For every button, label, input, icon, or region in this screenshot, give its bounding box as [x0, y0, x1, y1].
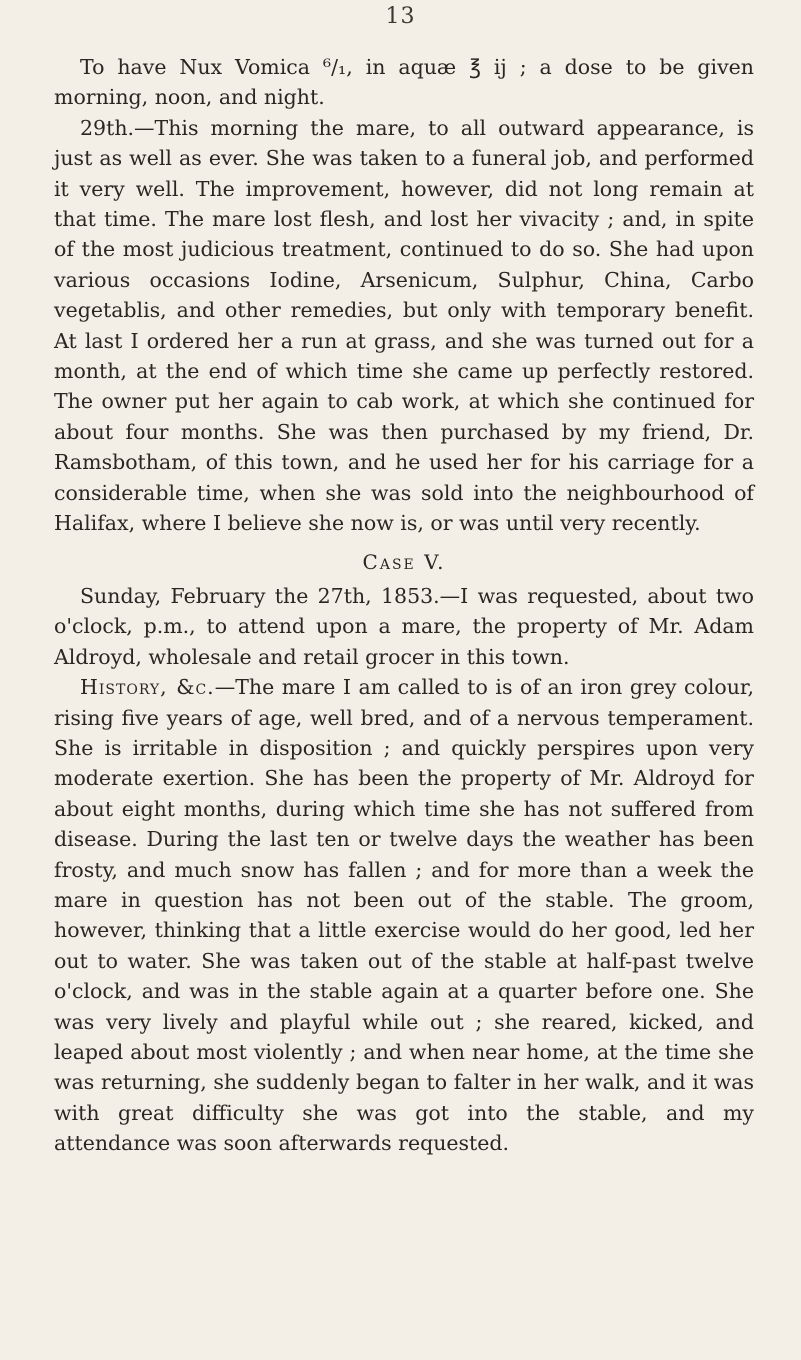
paragraph-29th: 29th.—This morning the mare, to all outward appearance, is just as well as ever. She was taken to a funeral job, and performed it very well. The improvement, however, did not long remain at that time. The mare lost flesh, and lost her vivacity ; and, in spite of the most judicious treatment, continued to do so. She had upon various occasions Iodine, Arsenicum, Sulphur, China, Carbo vegetablis, and other remedies, but only with temporary benefit. At last I ordered her a run at grass, and she was turned out for a month, at the end of which time she came up perfectly restored. The owner put her again to cab work, at which she continued for about four months. She was then purchased by my friend, Dr. Ramsbotham, of this town, and he used her for his carriage for a considerable time, when she was sold into the neighbourhood of Halifax, where I believe she now is, or was until very recently. — [54, 115, 754, 536]
body-text — [54, 52, 754, 1159]
page-number: 13 — [385, 4, 416, 29]
history-lead: History, &c. — [80, 675, 215, 700]
paragraph-case-intro: Sunday, February the 27th, 1853.—I was requested, about two o'clock, p.m., to attend upon a mare, the property of Mr. Adam Aldroyd, wholesale and retail grocer in this town. — [54, 583, 754, 669]
history-text: —The mare I am called to is of an iron grey colour, rising five years of age, well bred, and of a nervous temperament. She is irritable in disposition ; and quickly perspires upon very moderate exertion. She has been the property of Mr. Aldroyd for about eight months, during which time she has not suffered from disease. During the last ten or twelve days the weather has been frosty, and much snow has fallen ; and for more than a week the mare in question has not been out of the stable. The groom, however, thinking that a little exercise would do her good, led her out to water. She was taken out of the stable at half-past twelve o'clock, and was in the stable again at a quarter before one. She was very lively and playful while out ; she reared, kicked, and leaped about most violently ; and when near home, at the time she was returning, she suddenly began to falter in her walk, and it was with great difficulty she was got into the stable, and my attendance was soon afterwards requested. — [54, 675, 754, 1156]
paragraph-prescription: To have Nux Vomica ⁶/₁, in aquæ ℥ ij ; a dose to be given morning, noon, and night. — [54, 55, 754, 110]
paragraph-history — [54, 672, 754, 1159]
case-heading: Case V. — [362, 549, 446, 574]
